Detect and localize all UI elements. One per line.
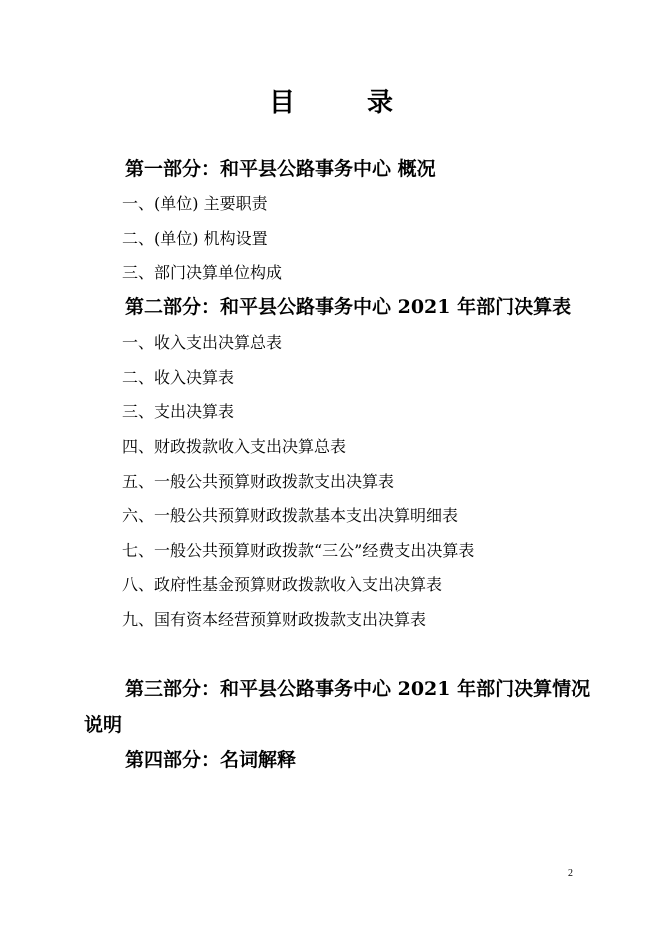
toc-item: 六、一般公共预算财政拨款基本支出决算明细表	[122, 506, 459, 525]
page-number: 2	[568, 868, 573, 879]
toc-item: 二、收入决算表	[122, 368, 235, 387]
toc-item: 一、(单位) 主要职责	[122, 194, 268, 213]
part3-heading: 第三部分：和平县公路事务中心 2021 年部门决算情况说明	[84, 678, 591, 736]
part2-heading: 第二部分：和平县公路事务中心 2021 年部门决算表	[125, 296, 572, 318]
toc-item: 二、(单位) 机构设置	[122, 229, 268, 248]
title-char-right: 录	[367, 88, 394, 118]
toc-item: 一、收入支出决算总表	[122, 333, 283, 352]
part1-heading: 第一部分：和平县公路事务中心 概况	[125, 158, 436, 180]
toc-item: 五、一般公共预算财政拨款支出决算表	[122, 472, 395, 491]
part4-heading: 第四部分：名词解释	[125, 749, 297, 771]
toc-item: 八、政府性基金预算财政拨款收入支出决算表	[122, 575, 443, 594]
page-title	[0, 82, 662, 119]
toc-item: 九、国有资本经营预算财政拨款支出决算表	[122, 610, 427, 629]
toc-item: 三、部门决算单位构成	[122, 263, 283, 282]
toc-item: 三、支出决算表	[122, 402, 235, 421]
title-char-left: 目	[268, 88, 295, 118]
toc-item: 七、一般公共预算财政拨款“三公”经费支出决算表	[122, 541, 475, 560]
toc-item: 四、财政拨款收入支出决算总表	[122, 437, 347, 456]
